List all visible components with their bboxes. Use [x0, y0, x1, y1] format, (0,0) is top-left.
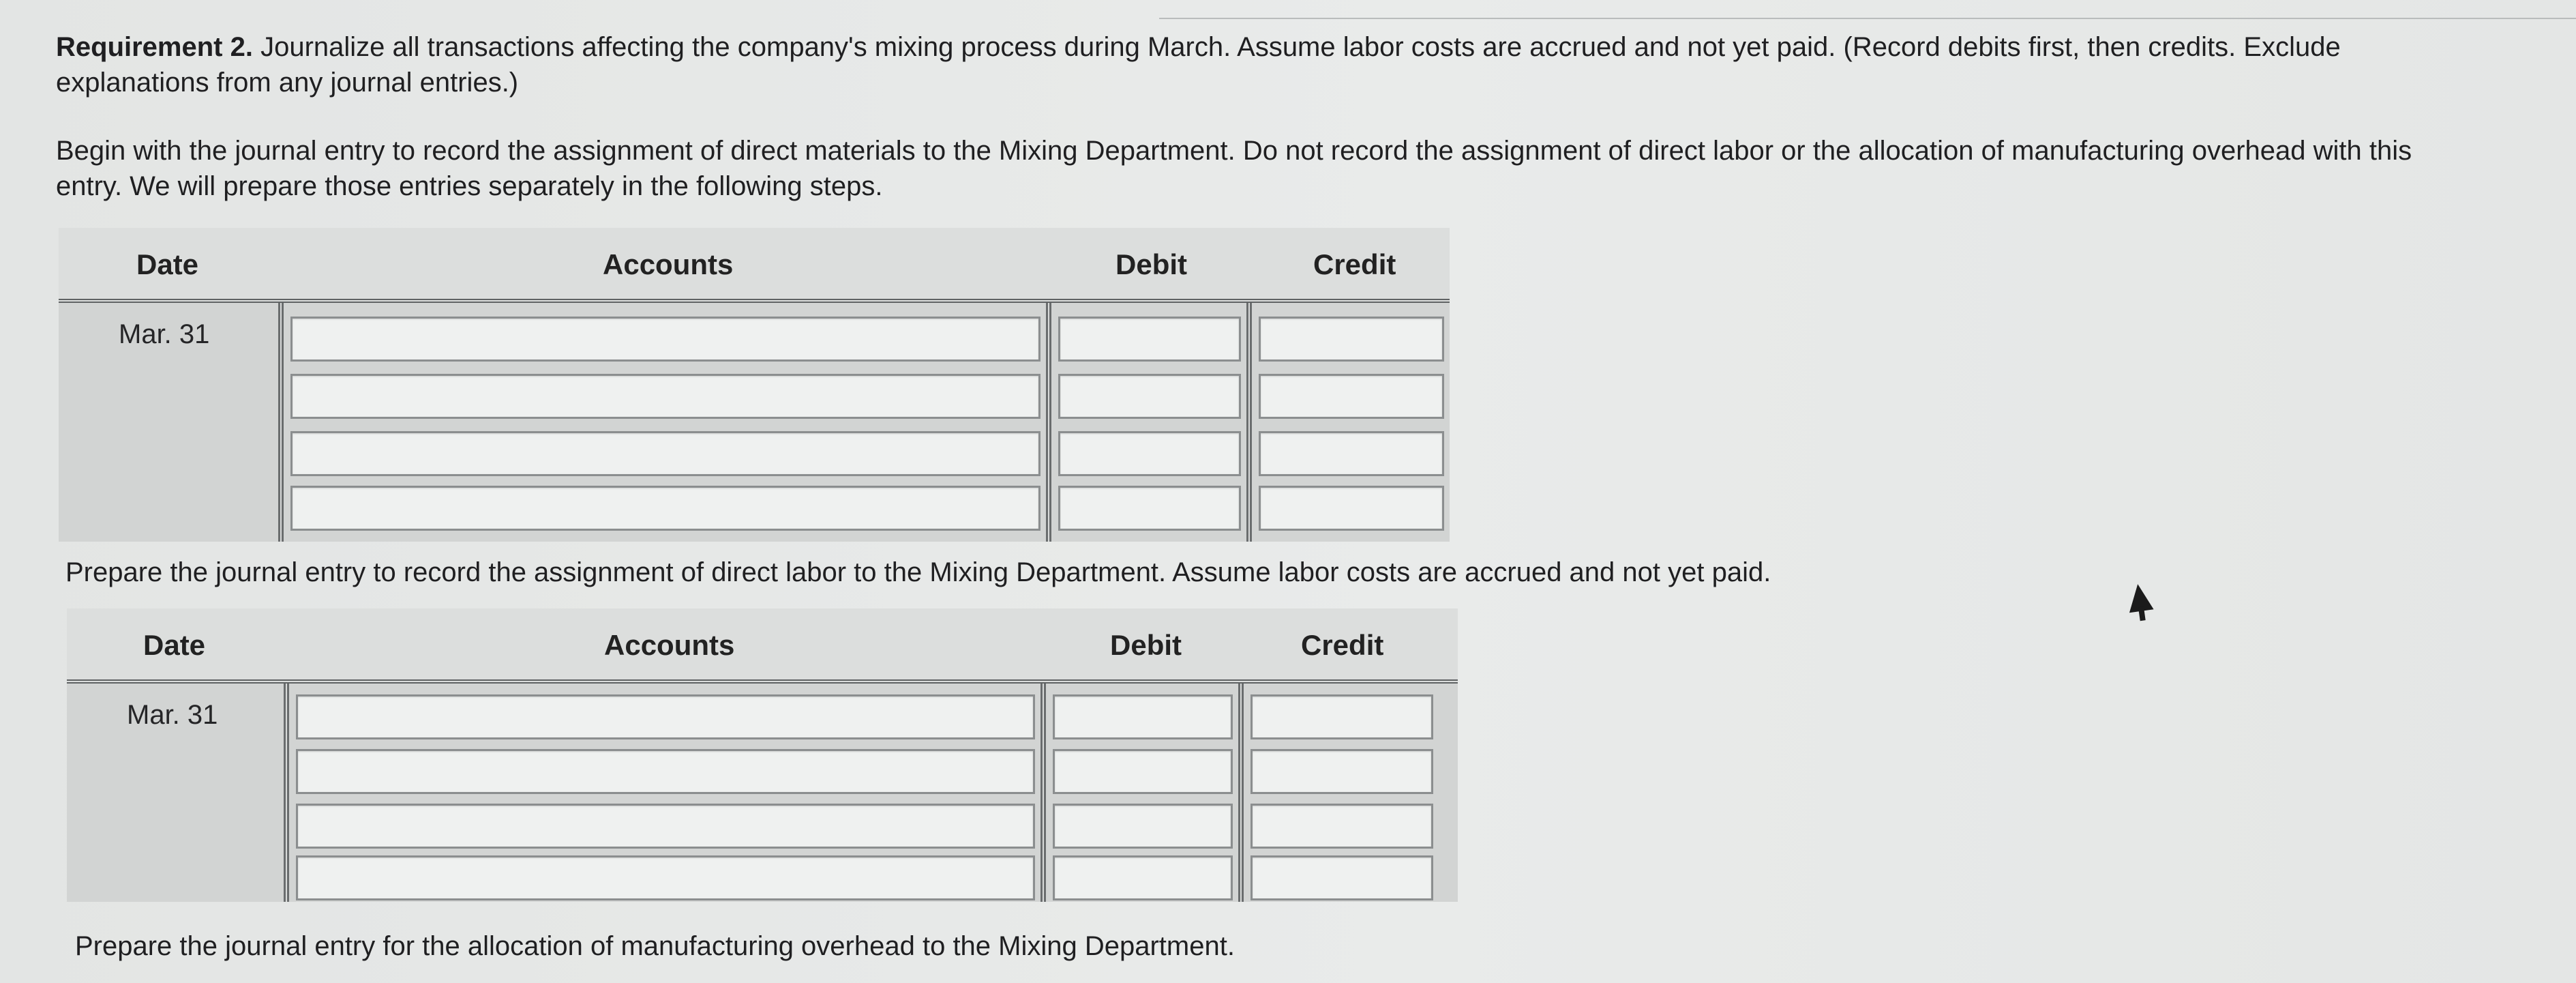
debit-input-row-1[interactable]: [1058, 317, 1241, 362]
requirement-label: Requirement 2.: [56, 32, 253, 62]
credit-input-row-3[interactable]: [1259, 431, 1444, 476]
instruction-materials-line2: entry. We will prepare those entries separately in the following steps.: [56, 171, 883, 201]
account-input-row-1[interactable]: [296, 694, 1035, 739]
debit-input-row-3[interactable]: [1053, 804, 1233, 849]
header-accounts: Accounts: [604, 629, 735, 661]
journal-body: [67, 684, 1458, 902]
column-divider: [278, 303, 284, 542]
header-date: Date: [143, 629, 206, 661]
account-input-row-4[interactable]: [296, 855, 1035, 900]
top-divider: [1159, 18, 2576, 19]
column-divider: [1238, 684, 1244, 902]
debit-input-row-4[interactable]: [1058, 486, 1241, 531]
journal-header: [67, 608, 1458, 684]
instruction-materials-line1: Begin with the journal entry to record the assignment of direct materials to the Mixing Department. Do not record the assignment of direct labor or the allocation of manufacturing overhead with this: [56, 136, 2412, 166]
column-divider: [284, 684, 289, 902]
debit-input-row-2[interactable]: [1058, 374, 1241, 419]
journal-header: [59, 228, 1450, 303]
account-input-row-4[interactable]: [290, 486, 1040, 531]
debit-input-row-4[interactable]: [1053, 855, 1233, 900]
account-input-row-3[interactable]: [290, 431, 1040, 476]
credit-input-row-4[interactable]: [1259, 486, 1444, 531]
credit-input-row-3[interactable]: [1250, 804, 1433, 849]
instruction-labor: Prepare the journal entry to record the assignment of direct labor to the Mixing Department. Assume labor costs are accrued and not yet paid.: [65, 557, 1771, 587]
entry-date: Mar. 31: [119, 319, 210, 349]
debit-input-row-2[interactable]: [1053, 749, 1233, 794]
credit-input-row-1[interactable]: [1250, 694, 1433, 739]
header-date: Date: [136, 248, 199, 280]
column-divider: [1040, 684, 1046, 902]
requirement-text: [56, 30, 2511, 64]
account-input-row-2[interactable]: [296, 749, 1035, 794]
instruction-overhead: Prepare the journal entry for the allocation of manufacturing overhead to the Mixing Department.: [75, 931, 1235, 961]
debit-input-row-1[interactable]: [1053, 694, 1233, 739]
credit-input-row-2[interactable]: [1250, 749, 1433, 794]
header-debit: Debit: [1110, 629, 1182, 661]
header-credit: Credit: [1301, 629, 1384, 661]
column-divider: [1246, 303, 1252, 542]
header-debit: Debit: [1115, 248, 1187, 280]
debit-input-row-3[interactable]: [1058, 431, 1241, 476]
journal-table-materials: [59, 228, 1450, 542]
requirement-line2: explanations from any journal entries.): [56, 68, 519, 98]
mouse-cursor-icon: [2125, 583, 2153, 613]
column-divider: [1046, 303, 1051, 542]
requirement-line1: Journalize all transactions affecting the company's mixing process during March. Assume labor costs are accrued and not yet paid. (Record debits first, then credits. Exclude: [252, 32, 2341, 62]
header-credit: Credit: [1313, 248, 1396, 280]
entry-date: Mar. 31: [127, 700, 218, 730]
account-input-row-3[interactable]: [296, 804, 1035, 849]
account-input-row-1[interactable]: [290, 317, 1040, 362]
header-accounts: Accounts: [603, 248, 734, 280]
credit-input-row-4[interactable]: [1250, 855, 1433, 900]
account-input-row-2[interactable]: [290, 374, 1040, 419]
journal-body: [59, 303, 1450, 542]
credit-input-row-2[interactable]: [1259, 374, 1444, 419]
credit-input-row-1[interactable]: [1259, 317, 1444, 362]
journal-table-labor: [67, 608, 1458, 902]
